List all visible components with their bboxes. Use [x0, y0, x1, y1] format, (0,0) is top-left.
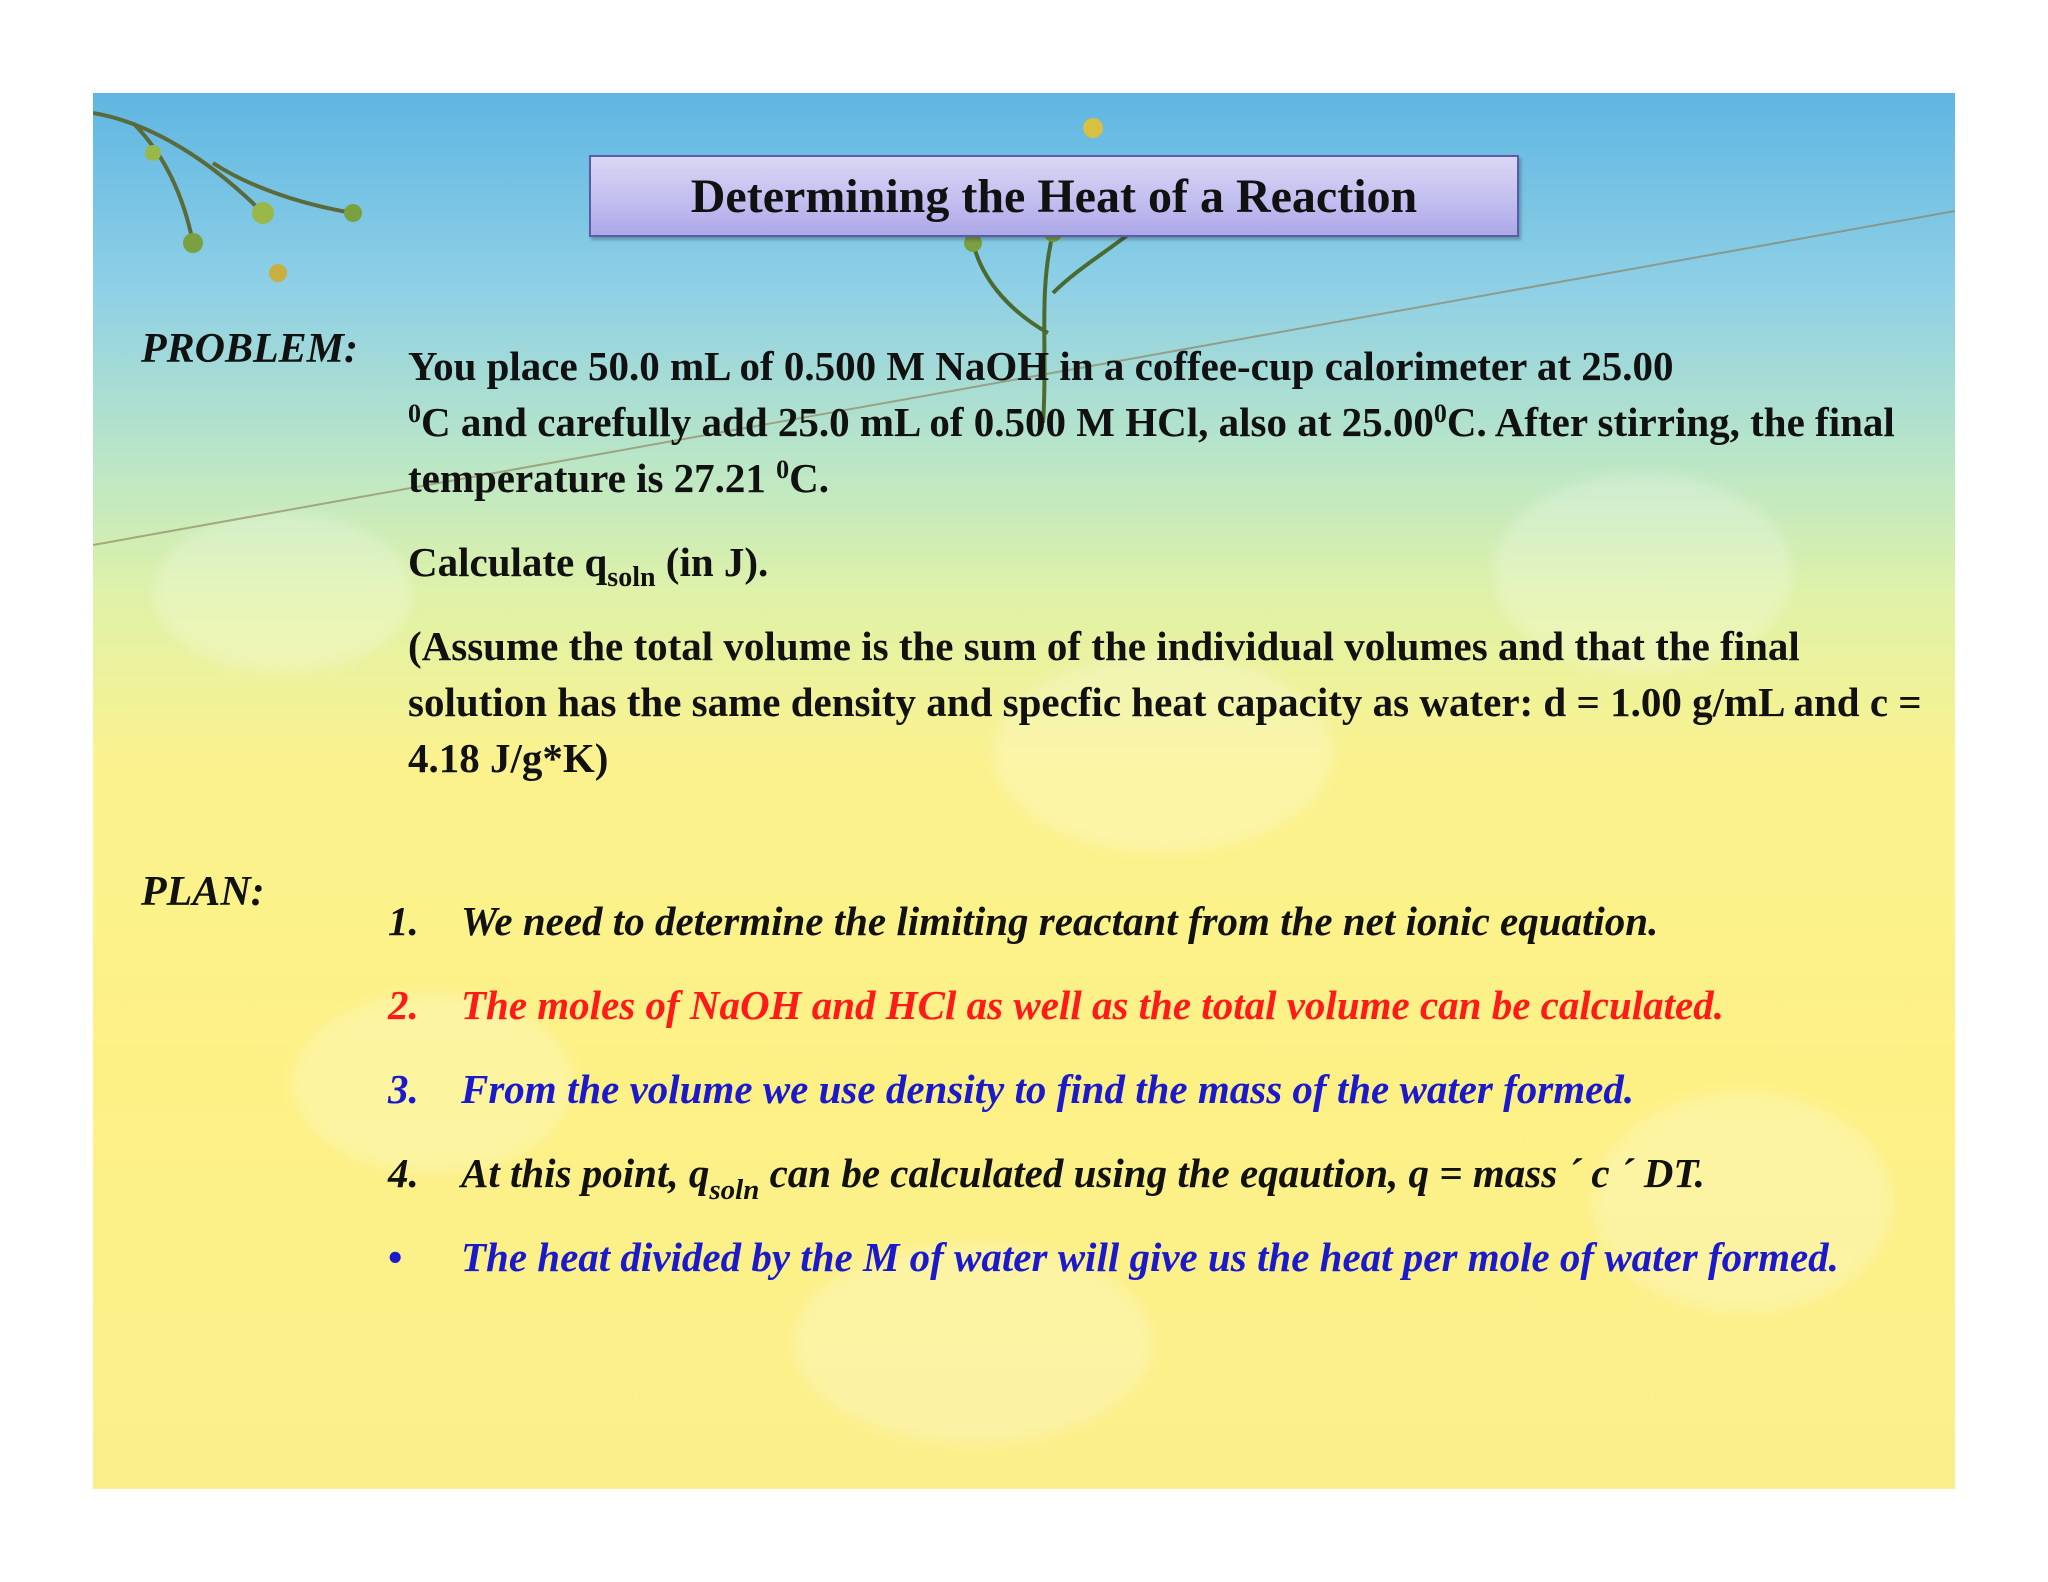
plan-label: PLAN:: [141, 869, 265, 915]
slide-title: Determining the Heat of a Reaction: [589, 155, 1519, 237]
plan-step-1: 1. We need to determine the limiting reactant from the net ionic equation.: [388, 898, 1659, 944]
problem-text: [408, 338, 1928, 814]
problem-calculate: Calculate $q_{soln}$ (in J).: [408, 539, 769, 593]
problem-statement: You place 50.0 mL of 0.500 M NaOH in a coffee-cup calorimeter at 25.00 $^0$C and carefully add 25.0 mL of 0.500 M HCl, also at 25.00$^0$C. After stirring, the final temperature is 27.21 $^0$C.: [408, 343, 1895, 501]
plan-step-2: 2. The moles of NaOH and HCl as well as the total volume can be calculated.: [388, 982, 1724, 1028]
problem-assumption: (Assume the total volume is the sum of the individual volumes and that the final solution has the same density and specfic heat capacity as water: d = 1.00 g/mL and c = 4.18 J/g*K): [408, 623, 1922, 781]
plan-list: [388, 893, 1938, 1313]
plan-bullet: • The heat divided by the M of water will give us the heat per mole of water formed.: [388, 1234, 1839, 1280]
plan-step-4: 4. At this point, $q_{soln}$ can be calculated using the eqaution, q = mass ´ c ´ DT.: [388, 1150, 1705, 1206]
problem-label: PROBLEM:: [141, 326, 359, 372]
plan-step-3: 3. From the volume we use density to find the mass of the water formed.: [388, 1066, 1635, 1112]
slide: [93, 93, 1955, 1489]
